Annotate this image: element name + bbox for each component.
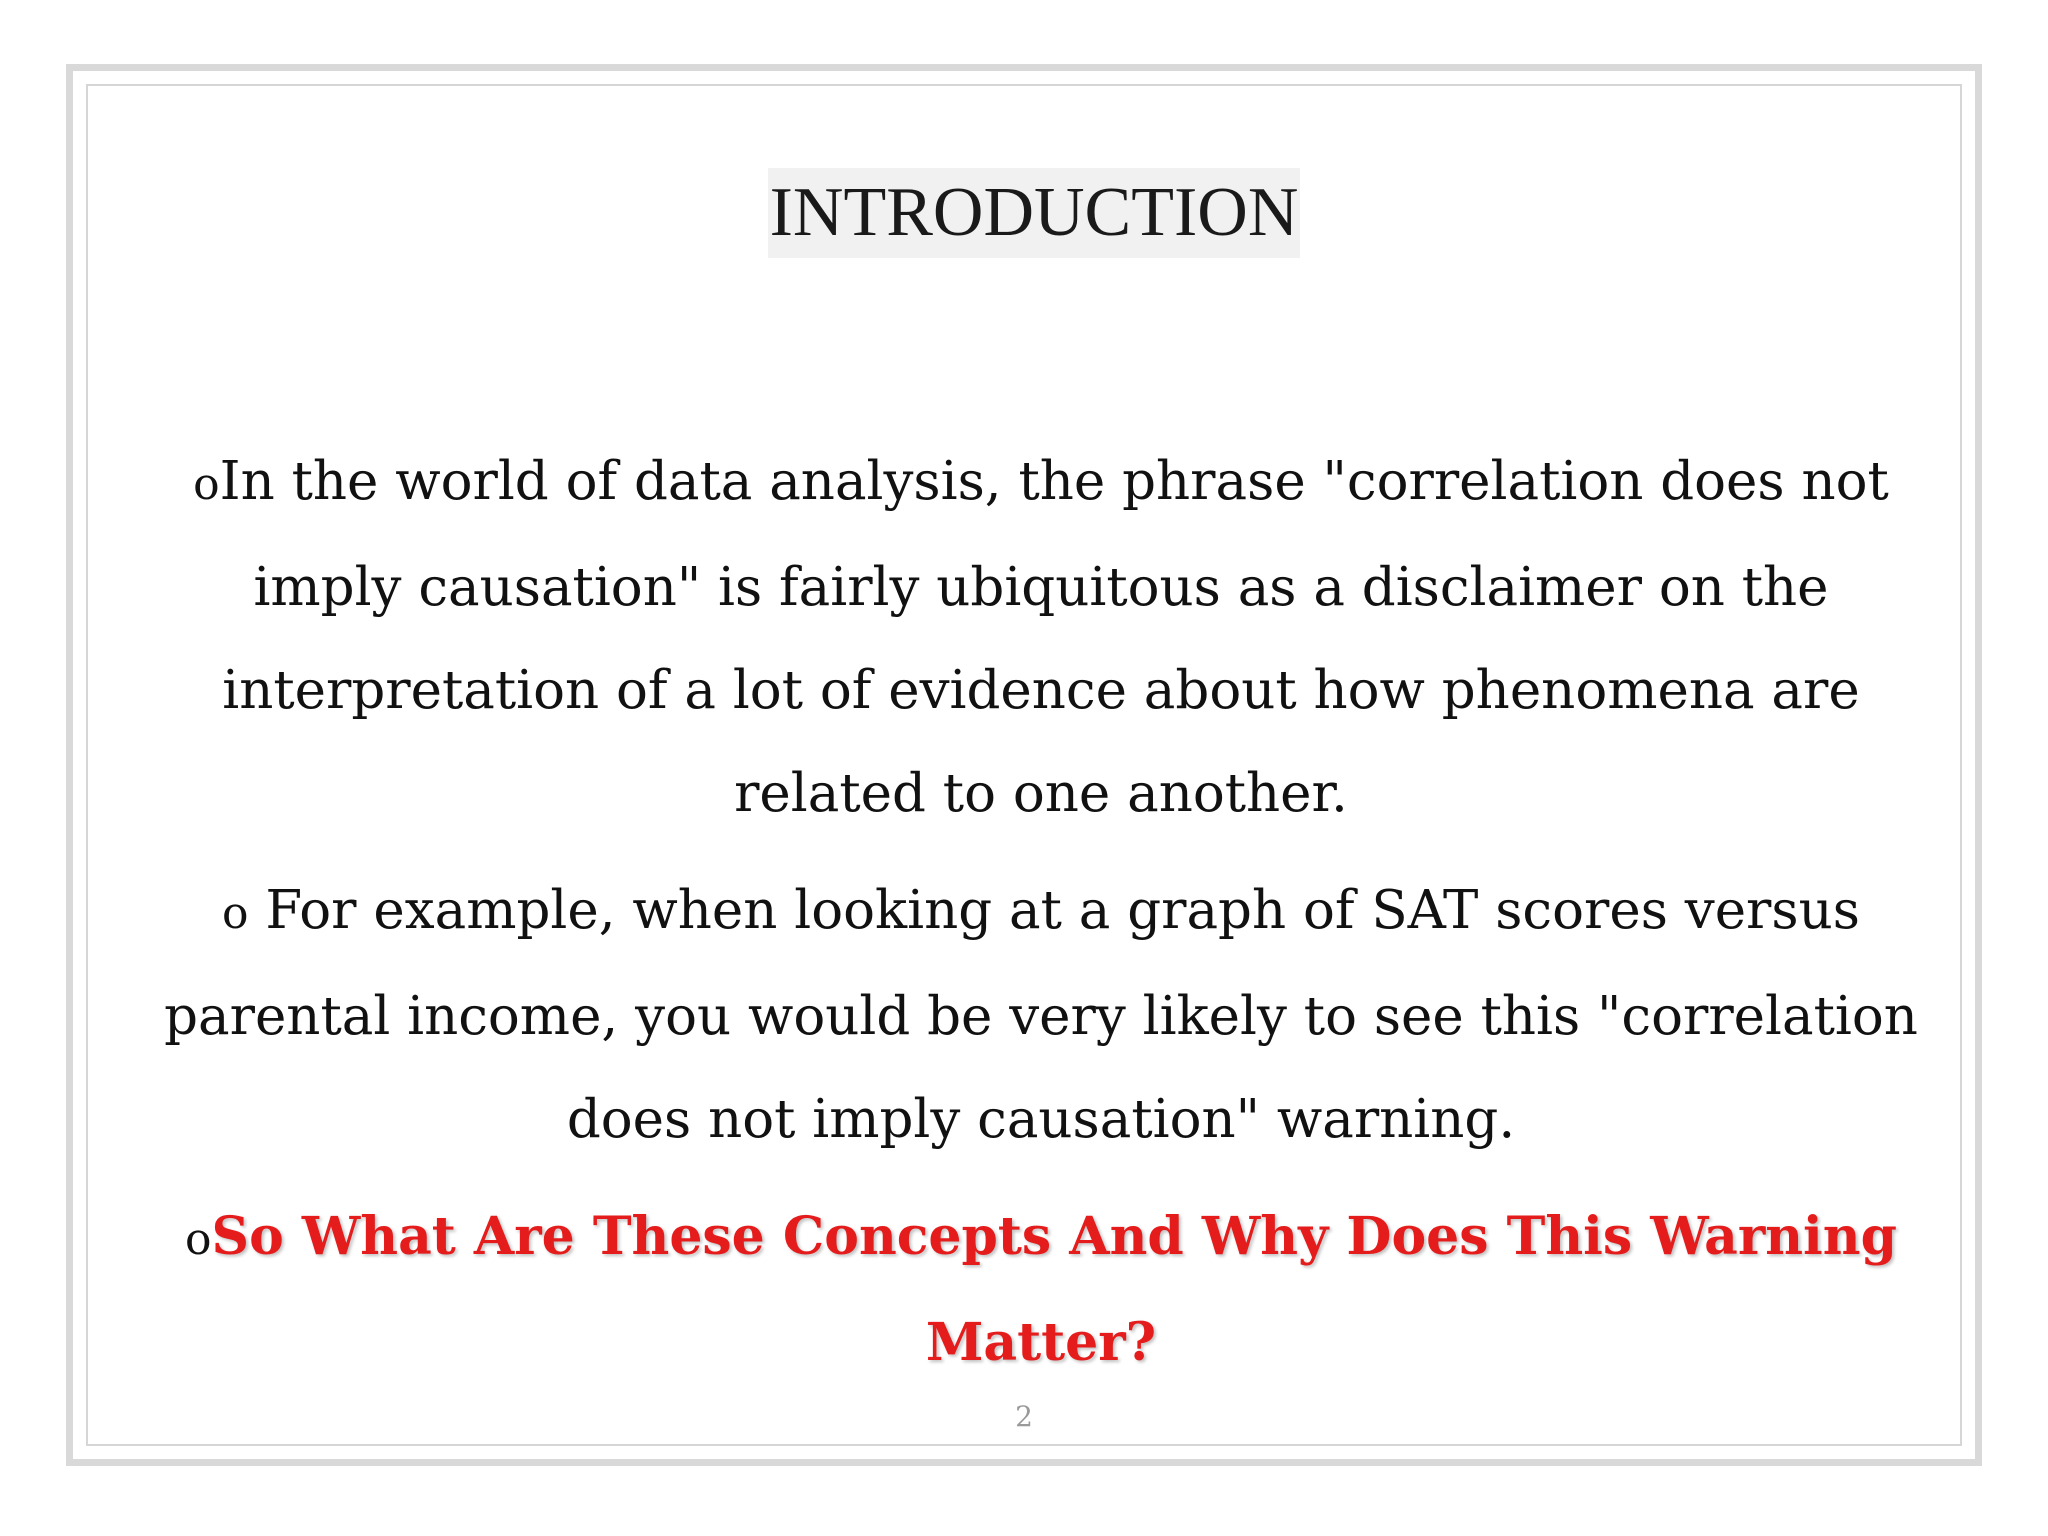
- bullet-item-2: [160, 859, 1922, 1171]
- highlighted-question: So What Are These Concepts And Why Does This Warning Matter?: [211, 1206, 1897, 1373]
- bullet-marker: o: [185, 1214, 212, 1265]
- bullet-text: For example, when looking at a graph of SAT scores versus parental income, you would be very likely to see this "correlation does not imply causation" warning.: [164, 880, 1918, 1150]
- bullet-marker: o: [193, 459, 220, 510]
- bullet-item-3: [160, 1185, 1922, 1394]
- page-number: 2: [1015, 1400, 1033, 1433]
- bullet-marker: o: [222, 888, 249, 939]
- slide-body: [160, 430, 1922, 1408]
- slide-title: INTRODUCTION: [769, 174, 1299, 251]
- bullet-item-1: [160, 430, 1922, 845]
- bullet-text: In the world of data analysis, the phrase "correlation does not imply causation" is fairly ubiquitous as a disclaimer on the interpretation of a lot of evidence about how phenomena are related to one another.: [219, 451, 1889, 824]
